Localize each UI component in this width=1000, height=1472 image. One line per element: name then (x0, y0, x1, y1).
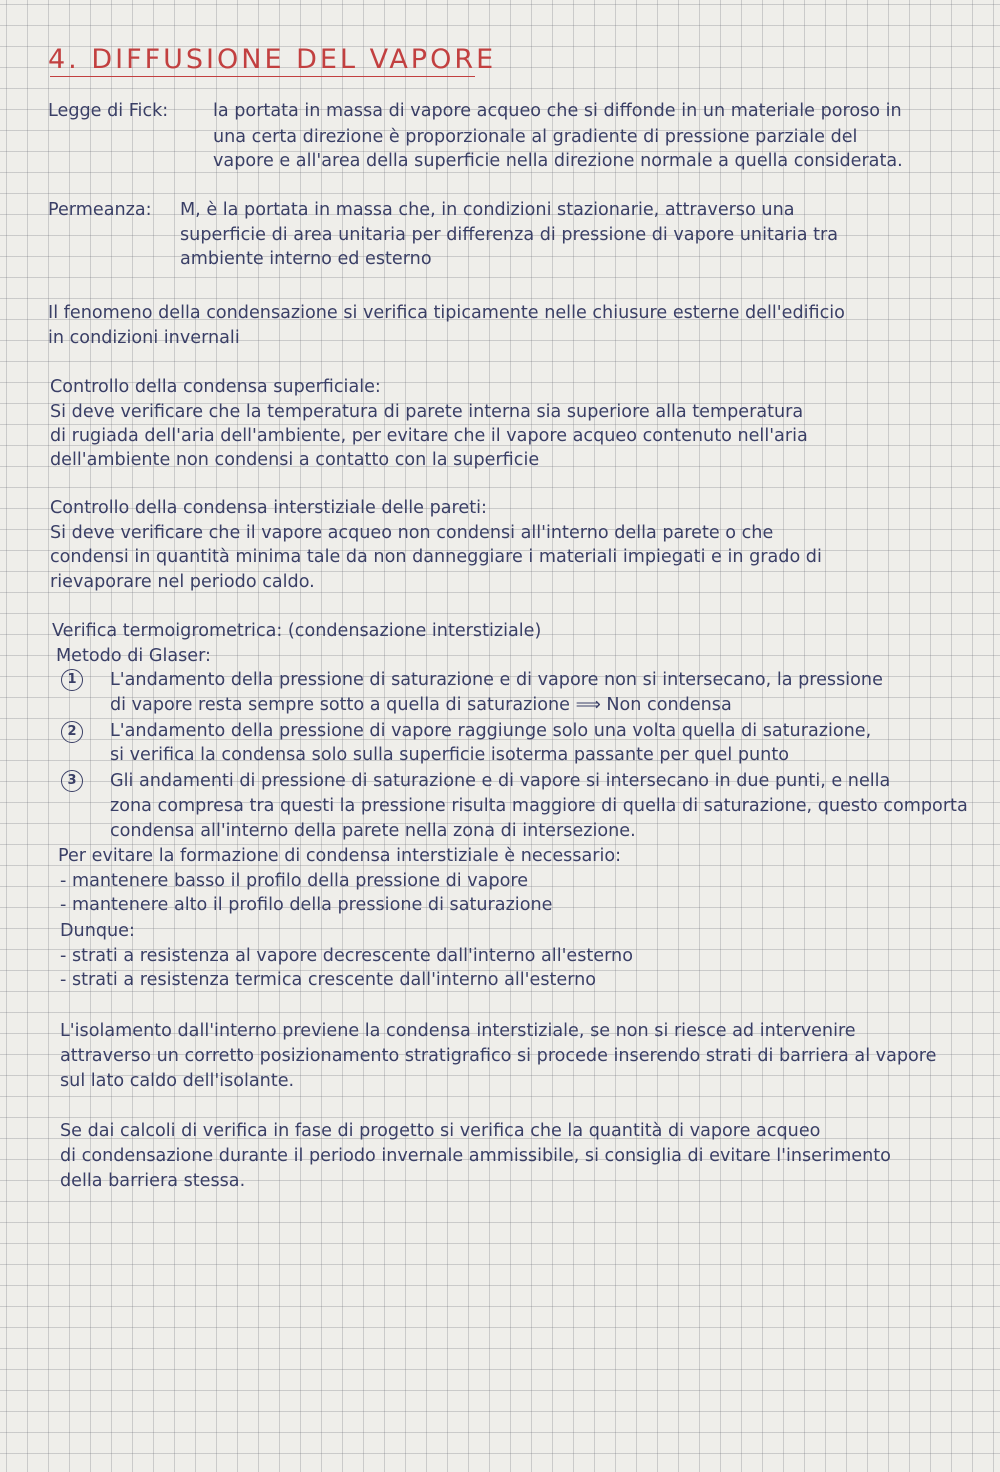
glaser-item-2-line-2: si verifica la condensa solo sulla superficie isoterma passante per quel punto (110, 745, 789, 765)
permeanza-line-3: ambiente interno ed esterno (180, 249, 432, 269)
glaser-method: Metodo di Glaser: (56, 646, 211, 666)
superficiale-line-2: di rugiada dell'aria dell'ambiente, per evitare che il vapore acqueo contenuto nell'aria (50, 426, 808, 446)
fick-label: Legge di Fick: (48, 101, 169, 121)
isolamento-line-2: attraverso un corretto posizionamento stratigrafico si procede inserendo strati di barriera al vapore (60, 1046, 937, 1066)
interstiziale-heading: Controllo della condensa interstiziale delle pareti: (50, 498, 487, 518)
item-number-3: 3 (61, 770, 83, 792)
fick-line-1: la portata in massa di vapore acqueo che si diffonde in un materiale poroso in (213, 101, 902, 121)
evitare-item-1: - mantenere basso il profilo della pressione di vapore (60, 871, 529, 891)
glaser-item-2-line-1: L'andamento della pressione di vapore raggiunge solo una volta quella di saturazione, (110, 721, 872, 741)
title-underline (50, 76, 475, 77)
verifica-heading: Verifica termoigrometrica: (condensazione interstiziale) (52, 621, 542, 641)
glaser-item-3-line-2: zona compresa tra questi la pressione risulta maggiore di quella di saturazione, questo comporta (110, 796, 968, 816)
glaser-item-3-line-3: condensa all'interno della parete nella zona di intersezione. (110, 821, 636, 841)
superficiale-line-3: dell'ambiente non condensi a contatto con la superficie (50, 450, 540, 470)
item-number-1: 1 (61, 669, 83, 691)
interstiziale-line-3: rievaporare nel periodo caldo. (50, 572, 315, 592)
interstiziale-line-1: Si deve verificare che il vapore acqueo non condensi all'interno della parete o che (50, 523, 774, 543)
dunque-item-1: - strati a resistenza al vapore decrescente dall'interno all'esterno (60, 946, 633, 966)
permeanza-line-1: M, è la portata in massa che, in condizioni stazionarie, attraverso una (180, 200, 795, 220)
superficiale-heading: Controllo della condensa superficiale: (50, 377, 381, 397)
item-number-2: 2 (61, 721, 83, 743)
calcoli-line-1: Se dai calcoli di verifica in fase di progetto si verifica che la quantità di vapore acqueo (60, 1121, 821, 1141)
evitare-item-2: - mantenere alto il profilo della pressione di saturazione (60, 895, 553, 915)
glaser-item-3-line-1: Gli andamenti di pressione di saturazione e di vapore si intersecano in due punti, e nella (110, 771, 891, 791)
fick-line-3: vapore e all'area della superficie nella direzione normale a quella considerata. (213, 151, 903, 171)
page-title: 4. DIFFUSIONE DEL VAPORE (48, 44, 497, 75)
calcoli-line-3: della barriera stessa. (60, 1171, 246, 1191)
glaser-item-1-line-1: L'andamento della pressione di saturazione e di vapore non si intersecano, la pressione (110, 670, 883, 690)
superficiale-line-1: Si deve verificare che la temperatura di parete interna sia superiore alla temperatura (50, 402, 804, 422)
fick-line-2: una certa direzione è proporzionale al gradiente di pressione parziale del (213, 127, 858, 147)
evitare-heading: Per evitare la formazione di condensa interstiziale è necessario: (58, 846, 622, 866)
fenomeno-line-2: in condizioni invernali (48, 328, 240, 348)
interstiziale-line-2: condensi in quantità minima tale da non danneggiare i materiali impiegati e in grado di (50, 547, 822, 567)
dunque-heading: Dunque: (60, 921, 135, 941)
fenomeno-line-1: Il fenomeno della condensazione si verifica tipicamente nelle chiusure esterne dell'edificio (48, 303, 845, 323)
calcoli-line-2: di condensazione durante il periodo invernale ammissibile, si consiglia di evitare l'inserimento (60, 1146, 891, 1166)
permeanza-line-2: superficie di area unitaria per differenza di pressione di vapore unitaria tra (180, 225, 839, 245)
glaser-item-1-line-2: di vapore resta sempre sotto a quella di saturazione ⟹ Non condensa (110, 695, 732, 715)
permeanza-label: Permeanza: (48, 200, 152, 220)
dunque-item-2: - strati a resistenza termica crescente dall'interno all'esterno (60, 970, 597, 990)
isolamento-line-1: L'isolamento dall'interno previene la condensa interstiziale, se non si riesce ad intervenire (60, 1021, 856, 1041)
isolamento-line-3: sul lato caldo dell'isolante. (60, 1071, 295, 1091)
